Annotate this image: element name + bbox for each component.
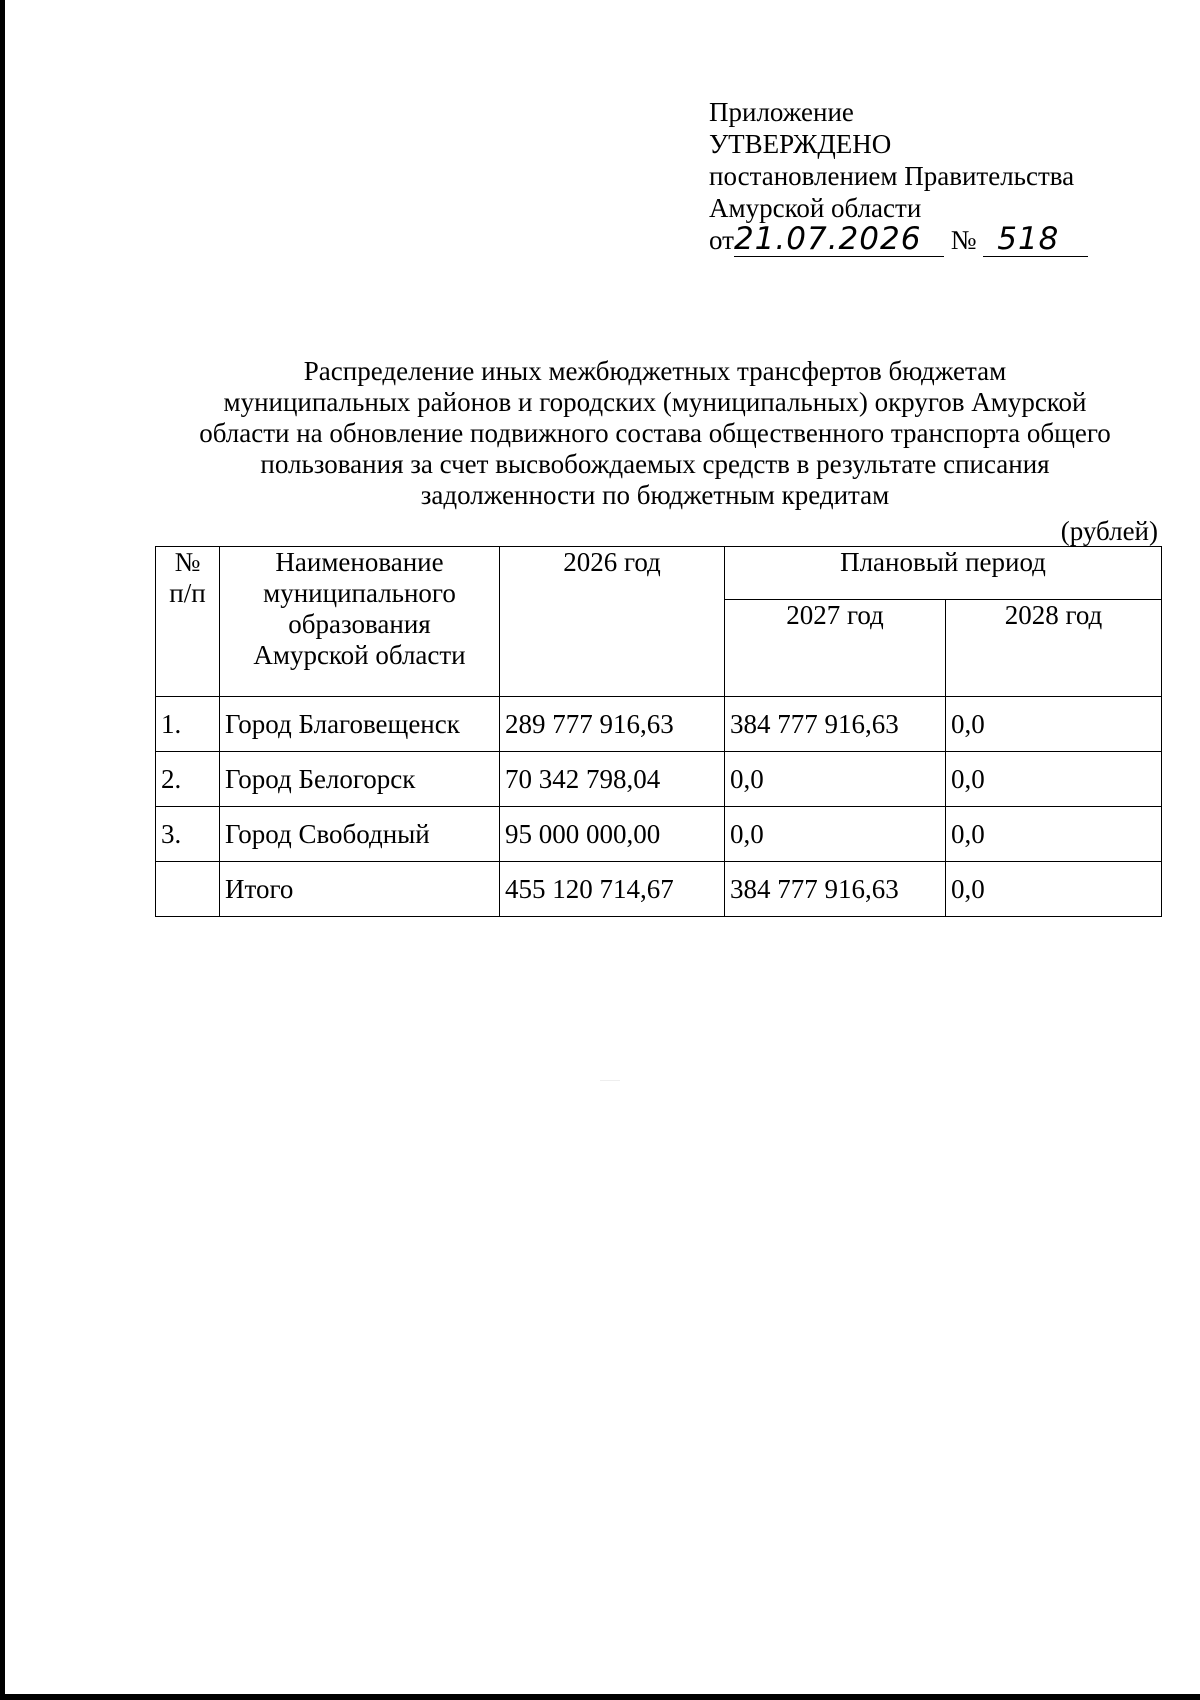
handwritten-number: 518 <box>997 221 1060 257</box>
cell-2026: 95 000 000,00 <box>500 807 725 862</box>
header-number-sign: № <box>174 547 201 577</box>
cell-name: Итого <box>220 862 500 917</box>
title-line-3: области на обновление подвижного состава общественного транспорта общего <box>199 418 1111 448</box>
approval-decree: постановлением Правительства <box>709 161 1075 191</box>
title-line-2: муниципальных районов и городских (муниципальных) округов Амурской <box>223 387 1087 417</box>
cell-2027: 384 777 916,63 <box>725 697 946 752</box>
approval-date-number <box>709 221 1088 257</box>
title-line-4: пользования за счет высвобождаемых средств в результате списания <box>260 449 1050 479</box>
table-total-row <box>156 862 1162 917</box>
cell-2028: 0,0 <box>946 752 1162 807</box>
header-year-2026: 2026 год <box>500 547 725 697</box>
units-label: (рублей) <box>1060 516 1158 546</box>
cell-name: Город Белогорск <box>220 752 500 807</box>
cell-num: 1. <box>156 697 220 752</box>
scan-bottom-edge <box>0 1694 1200 1700</box>
budget-table <box>155 546 1162 917</box>
approval-block <box>709 96 1088 257</box>
cell-2027: 0,0 <box>725 807 946 862</box>
cell-2026: 455 120 714,67 <box>500 862 725 917</box>
header-name-line-3: образования <box>288 609 431 639</box>
cell-num: 3. <box>156 807 220 862</box>
approval-region: Амурской области <box>709 193 922 223</box>
scan-speck <box>600 1080 620 1081</box>
cell-2026: 289 777 916,63 <box>500 697 725 752</box>
header-year-2028: 2028 год <box>946 600 1162 697</box>
title-line-1: Распределение иных межбюджетных трансфертов бюджетам <box>303 356 1007 386</box>
table-row <box>156 807 1162 862</box>
table-row <box>156 697 1162 752</box>
document-title <box>150 356 1160 511</box>
cell-num: 2. <box>156 752 220 807</box>
cell-num <box>156 862 220 917</box>
header-row-1 <box>156 547 1162 600</box>
header-name-line-4: Амурской области <box>253 640 466 670</box>
table-row <box>156 752 1162 807</box>
title-line-5: задолженности по бюджетным кредитам <box>420 480 890 510</box>
header-name-line-1: Наименование <box>275 547 444 577</box>
header-number <box>156 547 220 697</box>
cell-2027: 384 777 916,63 <box>725 862 946 917</box>
header-plan-period: Плановый период <box>725 547 1162 600</box>
cell-name: Город Благовещенск <box>220 697 500 752</box>
header-municipality <box>220 547 500 697</box>
header-name-line-2: муниципального <box>263 578 456 608</box>
cell-2026: 70 342 798,04 <box>500 752 725 807</box>
header-number-pp: п/п <box>169 578 206 608</box>
number-field <box>983 221 1088 257</box>
cell-2028: 0,0 <box>946 862 1162 917</box>
date-field <box>733 221 944 257</box>
date-prefix: от <box>709 225 734 255</box>
scan-left-edge <box>0 0 5 1700</box>
handwritten-date: 21.07.2026 <box>733 221 922 257</box>
cell-name: Город Свободный <box>220 807 500 862</box>
cell-2028: 0,0 <box>946 807 1162 862</box>
header-year-2027: 2027 год <box>725 600 946 697</box>
approval-appendix: Приложение <box>709 97 854 127</box>
number-prefix: № <box>950 225 977 255</box>
approval-approved: УТВЕРЖДЕНО <box>709 129 892 159</box>
cell-2028: 0,0 <box>946 697 1162 752</box>
cell-2027: 0,0 <box>725 752 946 807</box>
